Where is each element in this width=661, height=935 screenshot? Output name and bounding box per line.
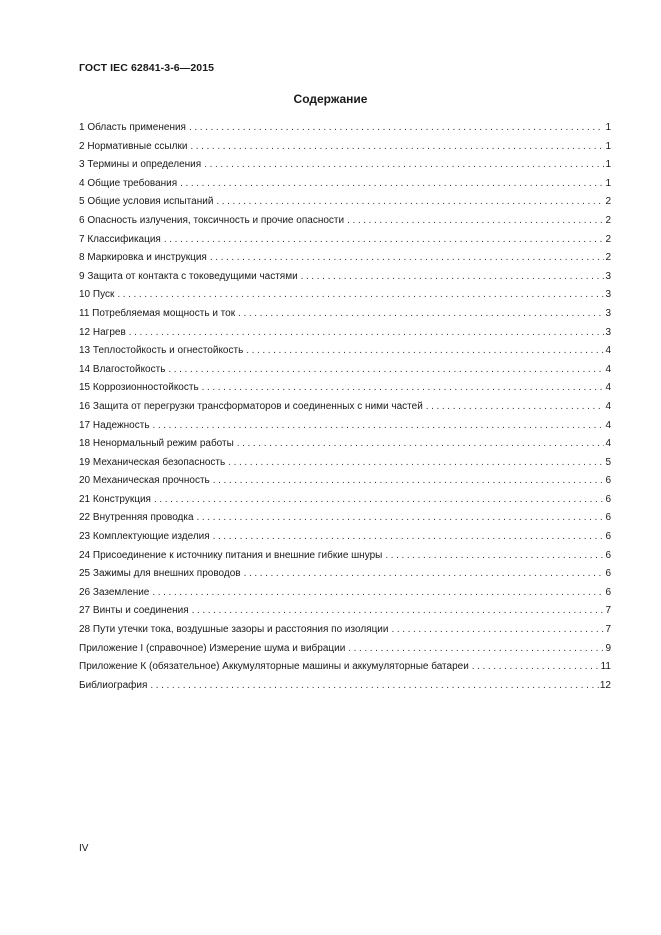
toc-entry[interactable] bbox=[79, 327, 611, 346]
toc-entry[interactable] bbox=[79, 308, 611, 327]
toc-entry[interactable] bbox=[79, 196, 611, 215]
toc-entry-title: 14 Влагостойкость bbox=[79, 363, 166, 375]
toc-dot-leader bbox=[348, 643, 604, 654]
toc-dot-leader bbox=[238, 308, 604, 319]
toc-entry-page: 3 bbox=[605, 270, 611, 282]
toc-entry-page: 6 bbox=[605, 512, 611, 524]
toc-entry-page: 2 bbox=[605, 252, 611, 264]
toc-dot-leader bbox=[391, 624, 604, 635]
page-number: IV bbox=[79, 843, 89, 854]
toc-entry-title: 22 Внутренняя проводка bbox=[79, 512, 194, 524]
toc-entry-title: 21 Конструкция bbox=[79, 493, 151, 505]
toc-dot-leader bbox=[153, 420, 605, 431]
toc-entry-page: 2 bbox=[605, 196, 611, 208]
toc-title: Содержание bbox=[293, 92, 368, 106]
toc-entry[interactable] bbox=[79, 568, 611, 587]
toc-entry[interactable] bbox=[79, 234, 611, 253]
toc-entry-page: 1 bbox=[605, 177, 611, 189]
toc-entry[interactable] bbox=[79, 271, 611, 290]
toc-entry[interactable] bbox=[79, 531, 611, 550]
toc-entry-title: 26 Заземление bbox=[79, 586, 150, 598]
toc-entry-page: 6 bbox=[605, 549, 611, 561]
toc-entry-title: 23 Комплектующие изделия bbox=[79, 531, 210, 543]
toc-entry-title: 25 Зажимы для внешних проводов bbox=[79, 568, 241, 580]
toc-dot-leader bbox=[168, 364, 604, 375]
toc-entry[interactable] bbox=[79, 550, 611, 569]
toc-entry[interactable] bbox=[79, 605, 611, 624]
toc-dot-leader bbox=[385, 550, 604, 561]
toc-entry-title: 16 Защита от перегрузки трансформаторов и соединенных с ними частей bbox=[79, 400, 423, 412]
toc-entry[interactable] bbox=[79, 512, 611, 531]
toc-dot-leader bbox=[189, 122, 604, 133]
toc-entry[interactable] bbox=[79, 661, 611, 680]
toc-entry[interactable] bbox=[79, 475, 611, 494]
toc-entry-page: 5 bbox=[605, 456, 611, 468]
toc-entry-title: 17 Надежность bbox=[79, 419, 150, 431]
document-header: ГОСТ IEC 62841-3-6—2015 bbox=[79, 62, 215, 74]
toc-entry[interactable] bbox=[79, 457, 611, 476]
toc-entry-title: 9 Защита от контакта с токоведущими частями bbox=[79, 270, 298, 282]
toc-entry-title: 4 Общие требования bbox=[79, 177, 178, 189]
toc-entry[interactable] bbox=[79, 215, 611, 234]
toc-entry-page: 3 bbox=[605, 307, 611, 319]
toc-entry-page: 11 bbox=[600, 661, 611, 673]
toc-entry-title: 6 Опасность излучения, токсичность и прочие опасности bbox=[79, 214, 345, 226]
toc-entry-title: 13 Теплостойкость и огнестойкость bbox=[79, 345, 244, 357]
toc-dot-leader bbox=[244, 568, 605, 579]
toc-dot-leader bbox=[197, 512, 605, 523]
toc-entry-title: 15 Коррозионностойкость bbox=[79, 382, 199, 394]
toc-dot-leader bbox=[117, 289, 604, 300]
toc-dot-leader bbox=[228, 457, 604, 468]
toc-dot-leader bbox=[213, 475, 605, 486]
toc-entry[interactable] bbox=[79, 178, 611, 197]
toc-entry-page: 1 bbox=[605, 159, 611, 171]
toc-entry-title: 24 Присоединение к источнику питания и внешние гибкие шнуры bbox=[79, 549, 383, 561]
toc-dot-leader bbox=[301, 271, 605, 282]
toc-entry-title: 20 Механическая прочность bbox=[79, 475, 210, 487]
toc-entry-page: 3 bbox=[605, 326, 611, 338]
toc-entry-title: Приложение I (справочное) Измерение шума и вибрации bbox=[79, 642, 346, 654]
toc-entry-page: 4 bbox=[605, 438, 611, 450]
toc-dot-leader bbox=[190, 141, 604, 152]
toc-entry-page: 6 bbox=[605, 475, 611, 487]
toc-entry-page: 2 bbox=[605, 214, 611, 226]
toc-entry-title: Библиография bbox=[79, 679, 148, 691]
toc-dot-leader bbox=[164, 234, 605, 245]
toc-entry[interactable] bbox=[79, 289, 611, 308]
toc-entry-page: 6 bbox=[605, 531, 611, 543]
toc-entry[interactable] bbox=[79, 420, 611, 439]
toc-entry-title: 27 Винты и соединения bbox=[79, 605, 189, 617]
toc-entry-page: 2 bbox=[605, 233, 611, 245]
toc-entry-page: 4 bbox=[605, 345, 611, 357]
toc-entry-page: 4 bbox=[605, 363, 611, 375]
toc-entry-page: 6 bbox=[605, 493, 611, 505]
toc-entry-title: 11 Потребляемая мощность и ток bbox=[79, 307, 236, 319]
toc-dot-leader bbox=[180, 178, 604, 189]
toc-entry-title: 19 Механическая безопасность bbox=[79, 456, 226, 468]
toc-entry-page: 7 bbox=[605, 605, 611, 617]
toc-entry[interactable] bbox=[79, 345, 611, 364]
toc-dot-leader bbox=[213, 531, 605, 542]
toc-entry-page: 1 bbox=[605, 122, 611, 133]
toc-entry-title: 18 Ненормальный режим работы bbox=[79, 438, 234, 450]
toc-dot-leader bbox=[154, 494, 604, 505]
toc-dot-leader bbox=[210, 252, 605, 263]
toc-entry[interactable] bbox=[79, 141, 611, 160]
toc-dot-leader bbox=[472, 661, 600, 672]
toc-dot-leader bbox=[426, 401, 605, 412]
toc-entry-page: 9 bbox=[605, 642, 611, 654]
toc-entry-page: 1 bbox=[605, 140, 611, 152]
toc-entry[interactable] bbox=[79, 122, 611, 141]
toc-dot-leader bbox=[246, 345, 604, 356]
toc-entry-title: 3 Термины и определения bbox=[79, 159, 202, 171]
toc-entry-title: 7 Классификация bbox=[79, 233, 161, 245]
toc-entry-title: 8 Маркировка и инструкция bbox=[79, 252, 207, 264]
toc-dot-leader bbox=[204, 159, 604, 170]
toc-entry-page: 12 bbox=[599, 679, 611, 691]
toc-dot-leader bbox=[237, 438, 605, 449]
toc-entry-title: 28 Пути утечки тока, воздушные зазоры и расстояния по изоляции bbox=[79, 624, 389, 636]
toc-entry-title: 2 Нормативные ссылки bbox=[79, 140, 188, 152]
toc-entry[interactable] bbox=[79, 159, 611, 178]
toc-entry-title: 10 Пуск bbox=[79, 289, 115, 301]
toc-dot-leader bbox=[347, 215, 604, 226]
toc-entry-page: 7 bbox=[605, 624, 611, 636]
toc-dot-leader bbox=[129, 327, 605, 338]
table-of-contents bbox=[79, 122, 611, 698]
toc-entry-title: 1 Область применения bbox=[79, 122, 186, 133]
toc-entry[interactable] bbox=[79, 680, 611, 699]
toc-entry-page: 4 bbox=[605, 382, 611, 394]
toc-entry-page: 6 bbox=[605, 586, 611, 598]
toc-entry-page: 3 bbox=[605, 289, 611, 301]
toc-entry-title: Приложение К (обязательное) Аккумуляторные машины и аккумуляторные батареи bbox=[79, 661, 469, 673]
toc-entry-page: 4 bbox=[605, 400, 611, 412]
toc-entry[interactable] bbox=[79, 364, 611, 383]
toc-dot-leader bbox=[150, 680, 598, 691]
toc-entry[interactable] bbox=[79, 401, 611, 420]
toc-entry[interactable] bbox=[79, 624, 611, 643]
toc-entry[interactable] bbox=[79, 587, 611, 606]
toc-entry-title: 5 Общие условия испытаний bbox=[79, 196, 214, 208]
toc-dot-leader bbox=[192, 605, 605, 616]
toc-entry-page: 4 bbox=[605, 419, 611, 431]
toc-entry[interactable] bbox=[79, 494, 611, 513]
toc-entry[interactable] bbox=[79, 382, 611, 401]
toc-entry-title: 12 Нагрев bbox=[79, 326, 126, 338]
toc-entry-page: 6 bbox=[605, 568, 611, 580]
toc-entry[interactable] bbox=[79, 438, 611, 457]
toc-dot-leader bbox=[152, 587, 604, 598]
toc-entry[interactable] bbox=[79, 643, 611, 662]
toc-dot-leader bbox=[216, 196, 604, 207]
toc-dot-leader bbox=[202, 382, 605, 393]
toc-entry[interactable] bbox=[79, 252, 611, 271]
